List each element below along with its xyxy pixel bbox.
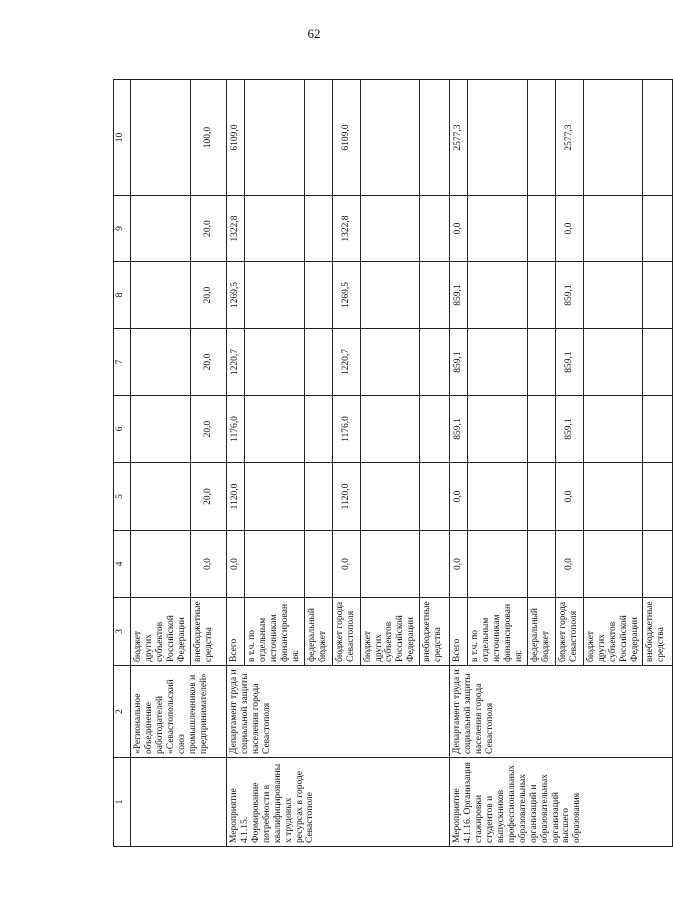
- source-cell: внебюджетные средства: [643, 598, 673, 666]
- executor-cell: Департамент труда и социальной защиты населения города Севастополя: [450, 666, 673, 758]
- col-header-6: 6: [114, 396, 131, 463]
- value-cell: 859,1: [555, 329, 583, 396]
- value-cell: [583, 80, 643, 196]
- value-cell: [304, 463, 332, 531]
- value-cell: [131, 329, 191, 396]
- value-cell: 1120,0: [332, 463, 360, 531]
- value-cell: 1269,5: [227, 262, 245, 329]
- value-cell: 859,1: [450, 262, 468, 329]
- value-cell: 0,0: [555, 196, 583, 262]
- value-cell: [420, 329, 450, 396]
- col-header-5: 5: [114, 463, 131, 531]
- value-cell: 1220,7: [332, 329, 360, 396]
- value-cell: [245, 262, 305, 329]
- value-cell: 0,0: [450, 463, 468, 531]
- value-cell: [527, 329, 555, 396]
- table-row: [227, 80, 245, 847]
- value-cell: 1220,7: [227, 329, 245, 396]
- value-cell: 0,0: [555, 531, 583, 598]
- value-cell: 20,0: [191, 262, 227, 329]
- value-cell: [468, 196, 528, 262]
- value-cell: 1120,0: [227, 463, 245, 531]
- source-cell: Всего: [227, 598, 245, 666]
- value-cell: 0,0: [450, 531, 468, 598]
- value-cell: [245, 531, 305, 598]
- executor-cell: «Региональное объединение работодателей «Севастопольский союз промышленников и предпринимателей»: [131, 666, 227, 758]
- value-cell: 20,0: [191, 463, 227, 531]
- header-row: [114, 80, 131, 847]
- value-cell: [360, 463, 420, 531]
- activity-cell: Мероприятие 4.1.16. Организация стажировки студентов и выпускников профессиональных образовательных организаций и образовательных организаций высшего образования: [450, 758, 673, 847]
- source-cell: внебюджетные средства: [191, 598, 227, 666]
- value-cell: 859,1: [450, 396, 468, 463]
- value-cell: [131, 80, 191, 196]
- value-cell: 0,0: [332, 531, 360, 598]
- value-cell: 2577,3: [555, 80, 583, 196]
- executor-cell: Департамент труда и социальной защиты населения города Севастополя: [227, 666, 450, 758]
- source-cell: внебюджетные средства: [420, 598, 450, 666]
- value-cell: [420, 80, 450, 196]
- value-cell: 0,0: [191, 531, 227, 598]
- page-number: 62: [307, 26, 321, 41]
- value-cell: [131, 531, 191, 598]
- value-cell: [245, 80, 305, 196]
- value-cell: [131, 463, 191, 531]
- value-cell: 6109,0: [332, 80, 360, 196]
- value-cell: [420, 262, 450, 329]
- col-header-2: 2: [114, 666, 131, 758]
- value-cell: 859,1: [555, 396, 583, 463]
- value-cell: [527, 396, 555, 463]
- value-cell: [304, 80, 332, 196]
- value-cell: 1322,8: [332, 196, 360, 262]
- value-cell: [304, 531, 332, 598]
- col-header-10: 10: [114, 80, 131, 196]
- value-cell: [643, 262, 673, 329]
- value-cell: [245, 329, 305, 396]
- value-cell: 0,0: [227, 531, 245, 598]
- value-cell: 100,0: [191, 80, 227, 196]
- value-cell: [468, 396, 528, 463]
- rotated-table-container: [113, 80, 667, 847]
- value-cell: 0,0: [450, 196, 468, 262]
- activity-cell: Мероприятие 4.1.15. Формирование потребности в квалифицированных трудовых ресурсах в городе Севастополе: [227, 758, 450, 847]
- source-cell: федеральный бюджет: [527, 598, 555, 666]
- value-cell: 1322,8: [227, 196, 245, 262]
- value-cell: [643, 80, 673, 196]
- value-cell: 20,0: [191, 396, 227, 463]
- table-row: [450, 80, 468, 847]
- value-cell: [360, 196, 420, 262]
- value-cell: [527, 463, 555, 531]
- value-cell: [360, 262, 420, 329]
- table-row: [131, 80, 191, 847]
- value-cell: 2577,3: [450, 80, 468, 196]
- value-cell: [131, 262, 191, 329]
- source-cell: в т.ч. по отдельным источникам финансирования:: [468, 598, 528, 666]
- value-cell: [420, 463, 450, 531]
- value-cell: [304, 329, 332, 396]
- value-cell: [583, 329, 643, 396]
- col-header-7: 7: [114, 329, 131, 396]
- value-cell: [527, 531, 555, 598]
- value-cell: [468, 531, 528, 598]
- value-cell: [360, 396, 420, 463]
- rotated-table-frame: [113, 80, 667, 847]
- value-cell: 0,0: [555, 463, 583, 531]
- value-cell: [643, 463, 673, 531]
- value-cell: [420, 196, 450, 262]
- value-cell: [468, 463, 528, 531]
- value-cell: [527, 262, 555, 329]
- value-cell: [360, 329, 420, 396]
- value-cell: [583, 196, 643, 262]
- activity-cell: [131, 758, 227, 847]
- value-cell: 1176,0: [227, 396, 245, 463]
- source-cell: Всего: [450, 598, 468, 666]
- value-cell: [245, 196, 305, 262]
- value-cell: [527, 196, 555, 262]
- value-cell: 1176,0: [332, 396, 360, 463]
- col-header-3: 3: [114, 598, 131, 666]
- value-cell: [131, 396, 191, 463]
- value-cell: [420, 396, 450, 463]
- source-cell: бюджет других субъектов Российской Федерации: [583, 598, 643, 666]
- value-cell: 859,1: [555, 262, 583, 329]
- value-cell: [583, 262, 643, 329]
- value-cell: [360, 531, 420, 598]
- value-cell: [643, 196, 673, 262]
- value-cell: 859,1: [450, 329, 468, 396]
- source-cell: бюджет других субъектов Российской Федерации: [131, 598, 191, 666]
- col-header-9: 9: [114, 196, 131, 262]
- col-header-4: 4: [114, 531, 131, 598]
- value-cell: 20,0: [191, 329, 227, 396]
- financing-table: [113, 79, 673, 847]
- value-cell: [468, 329, 528, 396]
- value-cell: [643, 329, 673, 396]
- value-cell: [583, 396, 643, 463]
- value-cell: [304, 262, 332, 329]
- value-cell: 20,0: [191, 196, 227, 262]
- value-cell: [643, 531, 673, 598]
- value-cell: [527, 80, 555, 196]
- value-cell: [583, 463, 643, 531]
- value-cell: [245, 396, 305, 463]
- col-header-1: 1: [114, 758, 131, 847]
- source-cell: федеральный бюджет: [304, 598, 332, 666]
- value-cell: 6109,0: [227, 80, 245, 196]
- source-cell: бюджет других субъектов Российской Федерации: [360, 598, 420, 666]
- value-cell: [468, 80, 528, 196]
- col-header-8: 8: [114, 262, 131, 329]
- value-cell: [643, 396, 673, 463]
- source-cell: в т.ч. по отдельным источникам финансирования:: [245, 598, 305, 666]
- value-cell: [304, 396, 332, 463]
- value-cell: [420, 531, 450, 598]
- value-cell: [304, 196, 332, 262]
- value-cell: [131, 196, 191, 262]
- value-cell: [468, 262, 528, 329]
- value-cell: 1269,5: [332, 262, 360, 329]
- source-cell: бюджет города Севастополя: [555, 598, 583, 666]
- value-cell: [583, 531, 643, 598]
- value-cell: [360, 80, 420, 196]
- value-cell: [245, 463, 305, 531]
- source-cell: бюджет города Севастополя: [332, 598, 360, 666]
